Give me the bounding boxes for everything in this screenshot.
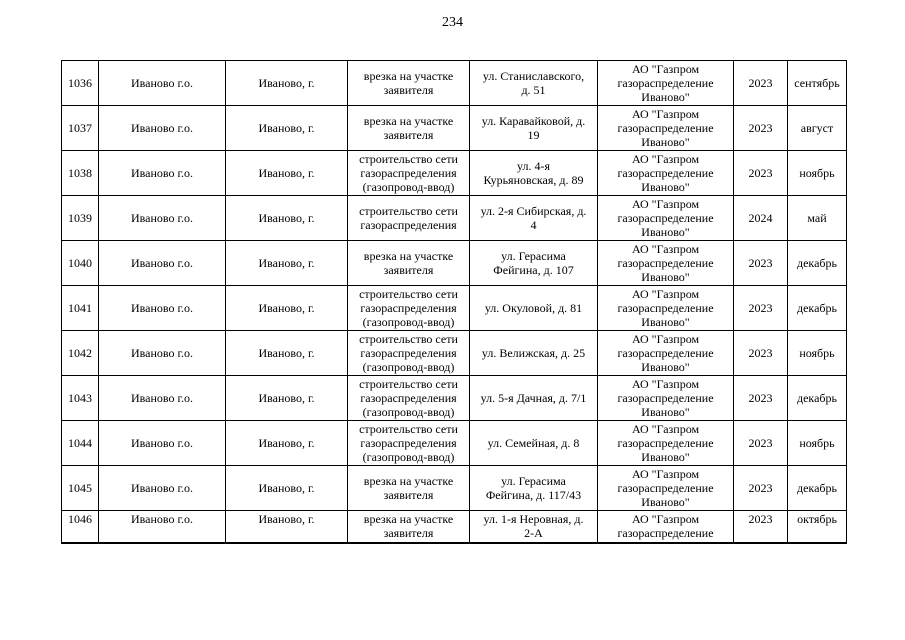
cell-number (62, 106, 99, 151)
cell-locality (226, 61, 348, 106)
table-row (62, 106, 847, 151)
cell-number-text: 1041 (68, 301, 92, 315)
cell-month-text: август (800, 121, 834, 135)
cell-address-line: Курьяновская, д. 89 (483, 173, 584, 187)
cell-organization-line: газораспределение (617, 256, 714, 270)
cell-number (62, 511, 99, 544)
cell-address-line: ул. Герасима (501, 474, 566, 488)
cell-work-type (348, 196, 470, 241)
cell-number (62, 196, 99, 241)
cell-month-text: сентябрь (794, 76, 840, 90)
cell-organization-line: газораспределение (617, 121, 714, 135)
cell-work-type (348, 286, 470, 331)
cell-district-text: Иваново г.о. (130, 481, 194, 495)
table-row (62, 376, 847, 421)
cell-organization-line: АО "Газпром (631, 152, 700, 166)
cell-organization-line: Иваново" (641, 450, 690, 464)
cell-organization-line: газораспределение (617, 481, 714, 495)
cell-year-text: 2023 (748, 481, 773, 495)
cell-organization-line: Иваново" (641, 225, 690, 239)
cell-organization-line: газораспределение (617, 526, 714, 540)
cell-locality-text: Иваново, г. (258, 256, 315, 270)
cell-organization-line: Иваново" (641, 495, 690, 509)
cell-work-type-line: (газопровод-ввод) (362, 180, 455, 194)
cell-address (470, 421, 598, 466)
cell-organization-line: газораспределение (617, 436, 714, 450)
cell-organization (598, 511, 734, 544)
cell-year (734, 151, 788, 196)
cell-district-text: Иваново г.о. (130, 301, 194, 315)
cell-organization (598, 151, 734, 196)
cell-address-line: Фейгина, д. 117/43 (485, 488, 582, 502)
cell-district-text: Иваново г.о. (130, 346, 194, 360)
cell-work-type-line: газораспределения (360, 346, 457, 360)
cell-organization-line: газораспределение (617, 346, 714, 360)
page-number: 234 (442, 15, 463, 30)
cell-locality-text: Иваново, г. (258, 512, 315, 526)
cell-locality-text: Иваново, г. (258, 481, 315, 495)
cell-number-text: 1036 (68, 76, 92, 90)
cell-address-line: ул. Станиславского, (482, 69, 585, 83)
cell-work-type-line: врезка на участке (363, 69, 454, 83)
cell-year (734, 196, 788, 241)
cell-organization (598, 286, 734, 331)
cell-organization-line: газораспределение (617, 166, 714, 180)
table-row (62, 286, 847, 331)
cell-year-text: 2023 (748, 301, 773, 315)
cell-work-type (348, 466, 470, 511)
cell-year-text: 2023 (748, 436, 773, 450)
cell-work-type-line: врезка на участке (363, 474, 454, 488)
cell-locality (226, 376, 348, 421)
cell-work-type-line: врезка на участке (363, 249, 454, 263)
cell-organization-line: АО "Газпром (631, 377, 700, 391)
cell-organization (598, 331, 734, 376)
cell-organization-line: АО "Газпром (631, 62, 700, 76)
cell-number-text: 1044 (68, 436, 92, 450)
cell-address (470, 106, 598, 151)
cell-address (470, 241, 598, 286)
cell-year-text: 2023 (748, 512, 773, 526)
cell-district (99, 151, 226, 196)
cell-year-text: 2023 (748, 346, 773, 360)
cell-organization-line: АО "Газпром (631, 107, 700, 121)
cell-month (788, 286, 847, 331)
cell-work-type (348, 511, 470, 544)
cell-district (99, 421, 226, 466)
cell-address-line: ул. 1-я Неровная, д. (483, 512, 584, 526)
cell-address-line: ул. 5-я Дачная, д. 7/1 (480, 391, 587, 405)
cell-work-type (348, 151, 470, 196)
cell-work-type-line: строительство сети (359, 287, 458, 301)
cell-district (99, 466, 226, 511)
cell-month-text: ноябрь (799, 166, 835, 180)
cell-work-type (348, 421, 470, 466)
cell-year (734, 331, 788, 376)
cell-district (99, 106, 226, 151)
cell-organization-line: АО "Газпром (631, 287, 700, 301)
cell-work-type (348, 106, 470, 151)
cell-district-text: Иваново г.о. (130, 211, 194, 225)
cell-organization-line: Иваново" (641, 180, 690, 194)
cell-address-line: ул. 4-я (517, 159, 550, 173)
cell-work-type-line: газораспределения (360, 166, 457, 180)
cell-work-type-line: газораспределения (360, 436, 457, 450)
cell-district (99, 511, 226, 544)
table-row (62, 241, 847, 286)
cell-year (734, 286, 788, 331)
cell-district-text: Иваново г.о. (130, 436, 194, 450)
cell-address (470, 511, 598, 544)
cell-address-line: ул. Велижская, д. 25 (481, 346, 586, 360)
cell-address-line: ул. Каравайковой, д. (481, 114, 586, 128)
cell-work-type-line: строительство сети (359, 377, 458, 391)
cell-number (62, 241, 99, 286)
cell-month-text: декабрь (797, 256, 837, 270)
cell-locality (226, 331, 348, 376)
cell-organization-line: АО "Газпром (631, 422, 700, 436)
cell-number (62, 286, 99, 331)
cell-work-type-line: строительство сети (359, 204, 458, 218)
cell-number-text: 1039 (68, 211, 92, 225)
cell-address-line: Фейгина, д. 107 (493, 263, 574, 277)
cell-year (734, 241, 788, 286)
cell-month (788, 241, 847, 286)
cell-month (788, 421, 847, 466)
cell-address-line: ул. Семейная, д. 8 (487, 436, 580, 450)
cell-organization-line: АО "Газпром (631, 242, 700, 256)
cell-locality (226, 106, 348, 151)
cell-locality (226, 151, 348, 196)
cell-district (99, 61, 226, 106)
cell-organization-line: Иваново" (641, 315, 690, 329)
cell-number-text: 1046 (68, 512, 92, 526)
cell-work-type-line: (газопровод-ввод) (362, 405, 455, 419)
table-row (62, 466, 847, 511)
cell-organization-line: АО "Газпром (631, 332, 700, 346)
cell-organization-line: газораспределение (617, 211, 714, 225)
cell-work-type-line: строительство сети (359, 152, 458, 166)
cell-month-text: декабрь (797, 391, 837, 405)
cell-month (788, 511, 847, 544)
cell-number-text: 1045 (68, 481, 92, 495)
cell-year-text: 2023 (748, 166, 773, 180)
cell-year-text: 2023 (748, 256, 773, 270)
cell-locality-text: Иваново, г. (258, 166, 315, 180)
cell-number-text: 1040 (68, 256, 92, 270)
cell-address-line: 19 (527, 128, 540, 142)
cell-work-type-line: (газопровод-ввод) (362, 450, 455, 464)
cell-year-text: 2023 (748, 121, 773, 135)
cell-organization-line: АО "Газпром (631, 467, 700, 481)
cell-work-type-line: заявителя (383, 526, 434, 540)
cell-year-text: 2023 (748, 76, 773, 90)
cell-address (470, 151, 598, 196)
cell-address (470, 196, 598, 241)
cell-locality-text: Иваново, г. (258, 391, 315, 405)
cell-work-type (348, 241, 470, 286)
cell-month-text: май (807, 211, 827, 225)
cell-locality-text: Иваново, г. (258, 346, 315, 360)
cell-address-line: д. 51 (521, 83, 546, 97)
table-body (62, 61, 847, 544)
cell-work-type-line: врезка на участке (363, 512, 454, 526)
cell-organization-line: газораспределение (617, 76, 714, 90)
cell-organization (598, 61, 734, 106)
table-row (62, 511, 847, 544)
cell-address (470, 61, 598, 106)
cell-locality-text: Иваново, г. (258, 121, 315, 135)
cell-month (788, 376, 847, 421)
cell-organization (598, 466, 734, 511)
cell-organization (598, 106, 734, 151)
cell-number (62, 376, 99, 421)
cell-district-text: Иваново г.о. (130, 256, 194, 270)
cell-organization-line: АО "Газпром (631, 197, 700, 211)
cell-work-type-line: заявителя (383, 488, 434, 502)
cell-year-text: 2023 (748, 391, 773, 405)
cell-year (734, 421, 788, 466)
cell-month (788, 151, 847, 196)
cell-locality-text: Иваново, г. (258, 211, 315, 225)
cell-number-text: 1042 (68, 346, 92, 360)
cell-work-type-line: строительство сети (359, 332, 458, 346)
table-row (62, 331, 847, 376)
cell-locality-text: Иваново, г. (258, 76, 315, 90)
cell-year (734, 61, 788, 106)
cell-work-type (348, 331, 470, 376)
cell-district (99, 286, 226, 331)
cell-address-line: ул. Герасима (501, 249, 566, 263)
cell-organization (598, 196, 734, 241)
cell-month-text: октябрь (797, 512, 837, 526)
cell-number-text: 1038 (68, 166, 92, 180)
cell-number (62, 466, 99, 511)
cell-organization (598, 376, 734, 421)
cell-district (99, 331, 226, 376)
cell-month (788, 106, 847, 151)
cell-work-type (348, 376, 470, 421)
cell-work-type-line: врезка на участке (363, 114, 454, 128)
cell-district-text: Иваново г.о. (130, 166, 194, 180)
cell-address (470, 376, 598, 421)
cell-year (734, 106, 788, 151)
cell-address (470, 466, 598, 511)
table-row (62, 151, 847, 196)
cell-locality (226, 241, 348, 286)
cell-address-line: 2-А (524, 526, 543, 540)
cell-address (470, 331, 598, 376)
cell-number (62, 331, 99, 376)
cell-address-line: ул. Окуловой, д. 81 (484, 301, 583, 315)
cell-organization (598, 241, 734, 286)
cell-locality-text: Иваново, г. (258, 301, 315, 315)
cell-year (734, 511, 788, 544)
cell-district-text: Иваново г.о. (130, 391, 194, 405)
cell-month-text: ноябрь (799, 436, 835, 450)
cell-number (62, 421, 99, 466)
cell-number (62, 61, 99, 106)
cell-organization-line: Иваново" (641, 360, 690, 374)
cell-year (734, 376, 788, 421)
cell-address (470, 286, 598, 331)
cell-organization-line: газораспределение (617, 301, 714, 315)
cell-year-text: 2024 (748, 211, 773, 225)
cell-organization-line: Иваново" (641, 405, 690, 419)
gasification-table (61, 60, 847, 544)
cell-work-type-line: заявителя (383, 128, 434, 142)
cell-district (99, 376, 226, 421)
cell-district-text: Иваново г.о. (130, 121, 194, 135)
cell-month (788, 466, 847, 511)
table-row (62, 421, 847, 466)
cell-work-type-line: (газопровод-ввод) (362, 315, 455, 329)
cell-work-type-line: заявителя (383, 83, 434, 97)
cell-organization-line: Иваново" (641, 90, 690, 104)
cell-month-text: ноябрь (799, 346, 835, 360)
cell-work-type-line: строительство сети (359, 422, 458, 436)
cell-address-line: ул. 2-я Сибирская, д. (480, 204, 587, 218)
table-row (62, 61, 847, 106)
cell-number-text: 1037 (68, 121, 92, 135)
cell-district-text: Иваново г.о. (130, 76, 194, 90)
cell-year (734, 466, 788, 511)
cell-organization-line: Иваново" (641, 270, 690, 284)
cell-month (788, 331, 847, 376)
cell-month (788, 196, 847, 241)
cell-organization-line: АО "Газпром (631, 512, 700, 526)
cell-locality (226, 196, 348, 241)
table-row (62, 196, 847, 241)
cell-work-type-line: газораспределения (360, 301, 457, 315)
cell-work-type (348, 61, 470, 106)
cell-number (62, 151, 99, 196)
cell-month-text: декабрь (797, 301, 837, 315)
cell-organization-line: Иваново" (641, 135, 690, 149)
cell-locality (226, 466, 348, 511)
cell-district (99, 196, 226, 241)
cell-work-type-line: газораспределения (360, 218, 457, 232)
cell-district (99, 241, 226, 286)
cell-locality (226, 421, 348, 466)
cell-work-type-line: (газопровод-ввод) (362, 360, 455, 374)
cell-district-text: Иваново г.о. (130, 512, 194, 526)
cell-locality-text: Иваново, г. (258, 436, 315, 450)
cell-locality (226, 511, 348, 544)
cell-month (788, 61, 847, 106)
cell-organization (598, 421, 734, 466)
cell-number-text: 1043 (68, 391, 92, 405)
cell-month-text: декабрь (797, 481, 837, 495)
cell-work-type-line: заявителя (383, 263, 434, 277)
cell-organization-line: газораспределение (617, 391, 714, 405)
cell-locality (226, 286, 348, 331)
cell-address-line: 4 (530, 218, 537, 232)
cell-work-type-line: газораспределения (360, 391, 457, 405)
